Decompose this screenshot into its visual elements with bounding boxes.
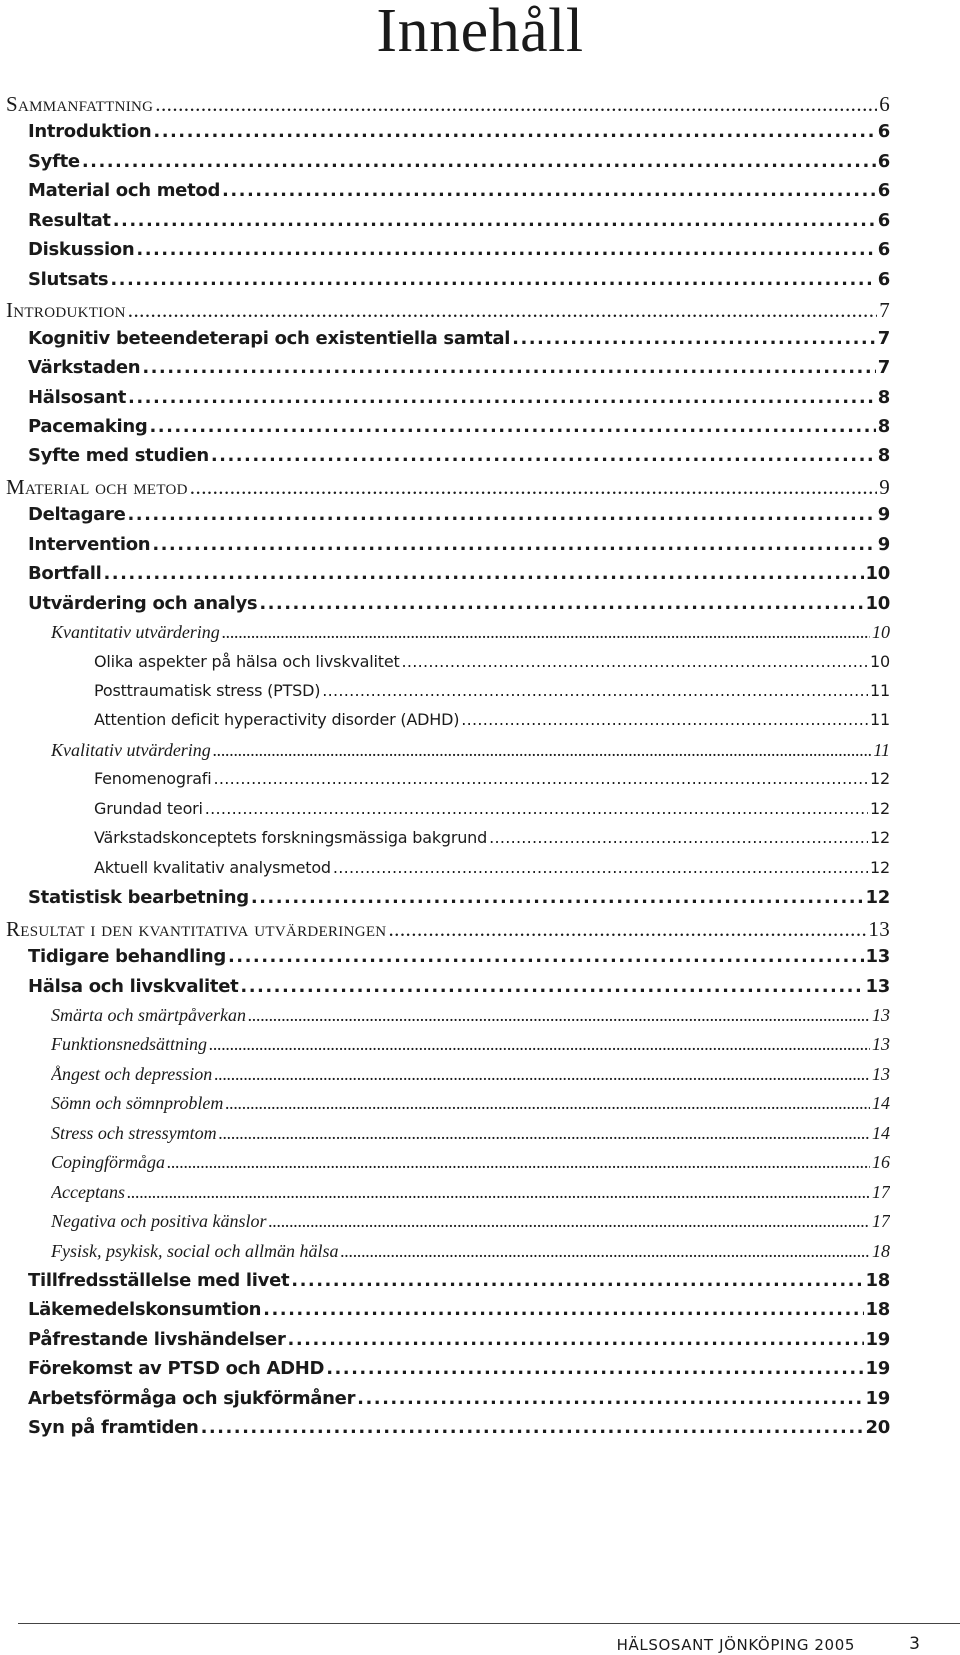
toc-entry-title: Intervention: [28, 533, 151, 555]
toc-entry[interactable]: [94, 858, 890, 877]
toc-entry-page: 10: [865, 592, 890, 614]
toc-entry-page: 9: [879, 474, 890, 499]
toc-entry[interactable]: [51, 1034, 890, 1055]
toc-entry-page: 6: [877, 209, 890, 231]
toc-entry-page: 16: [872, 1152, 890, 1173]
toc-entry[interactable]: [6, 917, 890, 942]
toc-entry[interactable]: [28, 180, 890, 201]
toc-entry-title: Fenomenografi: [94, 769, 212, 789]
toc-entry-page: 10: [872, 622, 890, 643]
toc-entry[interactable]: [51, 622, 890, 643]
toc-entry[interactable]: [28, 151, 890, 172]
toc-leader-dots: [263, 1299, 863, 1320]
toc-entry-page: 6: [879, 92, 890, 116]
toc-entry[interactable]: [28, 976, 890, 997]
toc-entry-title: Bortfall: [28, 563, 102, 585]
toc-leader-dots: [512, 328, 876, 349]
toc-entry-title: Arbetsförmåga och sjukförmåner: [28, 1387, 356, 1409]
toc-leader-dots: [240, 976, 863, 997]
toc-leader-dots: [288, 1329, 864, 1350]
toc-entry-page: 13: [865, 946, 890, 968]
toc-entry[interactable]: [28, 1299, 890, 1320]
toc-entry[interactable]: [94, 799, 890, 818]
toc-leader-dots: [213, 769, 868, 788]
toc-entry-page: 11: [873, 739, 890, 760]
toc-leader-dots: [214, 1064, 870, 1085]
toc-entry[interactable]: [94, 681, 890, 700]
toc-entry-page: 10: [865, 563, 890, 585]
toc-entry[interactable]: [51, 1093, 890, 1114]
toc-entry-page: 6: [877, 268, 890, 290]
toc-entry[interactable]: [6, 298, 890, 323]
toc-entry-title: Fysisk, psykisk, social och allmän hälsa: [51, 1240, 339, 1261]
toc-entry-title: Hälsa och livskvalitet: [28, 975, 239, 997]
toc-entry-page: 6: [877, 121, 890, 143]
toc-entry-page: 13: [872, 1063, 890, 1084]
toc-entry-page: 12: [870, 857, 890, 877]
toc-entry[interactable]: [51, 1064, 890, 1085]
toc-entry[interactable]: [51, 1211, 890, 1232]
toc-entry-title: Olika aspekter på hälsa och livskvalitet: [94, 651, 400, 671]
toc-entry-page: 6: [877, 180, 890, 202]
toc-leader-dots: [213, 740, 872, 761]
toc-entry-page: 7: [877, 357, 890, 379]
toc-leader-dots: [388, 917, 866, 942]
toc-entry[interactable]: [51, 1005, 890, 1026]
toc-entry-title: Attention deficit hyperactivity disorder (ADHD): [94, 710, 460, 730]
toc-leader-dots: [104, 563, 864, 584]
toc-leader-dots: [489, 828, 868, 847]
toc-entry-title: Förekomst av PTSD och ADHD: [28, 1358, 325, 1380]
toc-entry-title: Ångest och depression: [51, 1063, 213, 1084]
toc-entry-title: Material och metod: [6, 474, 188, 499]
toc-entry[interactable]: [28, 593, 890, 614]
toc-leader-dots: [248, 1005, 870, 1026]
toc-entry-title: Acceptans: [51, 1181, 125, 1202]
toc-entry[interactable]: [28, 416, 890, 437]
toc-leader-dots: [190, 475, 877, 500]
toc-leader-dots: [291, 1270, 863, 1291]
toc-leader-dots: [211, 445, 876, 466]
toc-entry[interactable]: [51, 1152, 890, 1173]
toc-entry-title: Introduktion: [28, 121, 152, 143]
toc-entry-title: Pacemaking: [28, 415, 148, 437]
toc-leader-dots: [333, 858, 868, 877]
toc-entry-title: Posttraumatisk stress (PTSD): [94, 681, 321, 700]
toc-entry[interactable]: [28, 534, 890, 555]
toc-entry-page: 9: [877, 533, 890, 555]
toc-leader-dots: [82, 151, 876, 172]
toc-entry[interactable]: [28, 210, 890, 231]
toc-entry-title: Kognitiv beteendeterapi och existentiella samtal: [28, 327, 511, 349]
toc-entry-title: Slutsats: [28, 268, 109, 290]
toc-entry[interactable]: [6, 92, 890, 117]
toc-leader-dots: [225, 1093, 870, 1114]
toc-leader-dots: [222, 180, 876, 201]
toc-entry[interactable]: [51, 1241, 890, 1262]
toc-leader-dots: [128, 387, 876, 408]
toc-entry-title: Funktionsnedsättning: [51, 1034, 207, 1055]
toc-leader-dots: [251, 887, 864, 908]
toc-leader-dots: [340, 1241, 870, 1262]
toc-entry-title: Smärta och smärtpåverkan: [51, 1004, 246, 1025]
toc-entry[interactable]: [51, 1123, 890, 1144]
toc-entry-title: Sömn och sömnproblem: [51, 1093, 224, 1114]
toc-entry-page: 12: [870, 798, 890, 818]
toc-leader-dots: [152, 534, 875, 555]
toc-entry-title: Kvalitativ utvärdering: [51, 739, 211, 760]
toc-entry[interactable]: [28, 563, 890, 584]
toc-entry[interactable]: [28, 445, 890, 466]
toc-entry-page: 13: [872, 1034, 890, 1055]
toc-entry-page: 14: [872, 1093, 890, 1114]
toc-leader-dots: [128, 298, 877, 323]
toc-entry-title: Introduktion: [6, 298, 126, 323]
toc-entry-title: Stress och stressymtom: [51, 1122, 217, 1143]
toc-entry[interactable]: [94, 710, 890, 729]
toc-leader-dots: [461, 710, 868, 729]
toc-leader-dots: [326, 1358, 863, 1379]
toc-entry[interactable]: [28, 121, 890, 142]
toc-entry-page: 12: [870, 828, 890, 848]
toc-entry[interactable]: [28, 1358, 890, 1379]
toc-entry[interactable]: [28, 1388, 890, 1409]
toc-entry-title: Aktuell kvalitativ analysmetod: [94, 857, 331, 877]
toc-entry-page: 11: [870, 681, 890, 700]
footer-publication: HÄLSOSANT JÖNKÖPING 2005: [616, 1636, 855, 1654]
toc-entry-page: 10: [870, 651, 890, 671]
toc-leader-dots: [167, 1152, 870, 1173]
toc-leader-dots: [127, 1182, 870, 1203]
toc-entry[interactable]: [28, 328, 890, 349]
toc-entry-title: Deltagare: [28, 504, 126, 526]
toc-entry-page: 7: [879, 298, 890, 323]
footer-page-number: 3: [909, 1634, 920, 1654]
toc-entry-page: 8: [877, 445, 890, 467]
toc-entry-title: Grundad teori: [94, 798, 203, 818]
toc-entry-title: Syn på framtiden: [28, 1417, 199, 1439]
toc-entry-page: 13: [868, 916, 890, 941]
toc-leader-dots: [149, 416, 875, 437]
toc-entry[interactable]: [28, 887, 890, 908]
toc-entry-title: Kvantitativ utvärdering: [51, 622, 220, 643]
toc-entry[interactable]: [51, 1182, 890, 1203]
toc-leader-dots: [201, 1417, 864, 1438]
toc-entry[interactable]: [51, 740, 890, 761]
toc-entry-title: Utvärdering och analys: [28, 592, 258, 614]
toc-entry[interactable]: [28, 946, 890, 967]
toc-entry-page: 9: [877, 504, 890, 526]
toc-entry[interactable]: [28, 357, 890, 378]
toc-entry[interactable]: [28, 387, 890, 408]
footer-divider: [18, 1623, 960, 1624]
toc-leader-dots: [322, 681, 868, 700]
toc-entry-page: 19: [865, 1387, 890, 1409]
toc-leader-dots: [205, 799, 868, 818]
toc-entry-page: 8: [877, 415, 890, 437]
toc-entry-title: Läkemedelskonsumtion: [28, 1299, 262, 1321]
toc-entry-title: Värkstaden: [28, 357, 141, 379]
toc-entry-title: Hälsosant: [28, 386, 127, 408]
toc-leader-dots: [155, 92, 877, 117]
toc-entry-page: 18: [865, 1299, 890, 1321]
toc-entry-title: Tillfredsställelse med livet: [28, 1270, 290, 1291]
page-title: Innehåll: [376, 0, 584, 65]
toc-entry[interactable]: [28, 269, 890, 290]
toc-leader-dots: [259, 593, 863, 614]
toc-leader-dots: [402, 652, 868, 671]
toc-entry[interactable]: [28, 1270, 890, 1291]
toc-entry-title: Värkstadskonceptets forskningsmässiga bakgrund: [94, 828, 488, 848]
toc-entry-title: Tidigare behandling: [28, 946, 226, 968]
toc-entry[interactable]: [28, 1329, 890, 1350]
toc-entry-title: Syfte med studien: [28, 445, 209, 467]
toc-entry[interactable]: [28, 239, 890, 260]
toc-entry-page: 12: [865, 887, 890, 909]
toc-entry-page: 6: [877, 150, 890, 172]
toc-entry[interactable]: [94, 769, 890, 788]
toc-entry-page: 18: [872, 1240, 890, 1261]
toc-entry[interactable]: [28, 1417, 890, 1438]
toc-leader-dots: [153, 121, 875, 142]
toc-entry[interactable]: [6, 475, 890, 500]
toc-entry-title: Påfrestande livshändelser: [28, 1328, 286, 1350]
toc-leader-dots: [268, 1211, 870, 1232]
toc-leader-dots: [110, 269, 875, 290]
toc-entry-page: 13: [865, 975, 890, 997]
toc-leader-dots: [113, 210, 876, 231]
toc-entry-title: Material och metod: [28, 180, 221, 202]
toc-leader-dots: [357, 1388, 863, 1409]
toc-entry-title: Resultat i den kvantitativa utvärderingen: [6, 916, 387, 941]
toc-entry[interactable]: [94, 828, 890, 847]
toc-entry-title: Statistisk bearbetning: [28, 887, 249, 909]
toc-entry[interactable]: [28, 504, 890, 525]
toc-leader-dots: [219, 1123, 870, 1144]
toc-entry-title: Copingförmåga: [51, 1152, 166, 1173]
toc-entry-page: 11: [870, 710, 890, 730]
toc-entry-page: 19: [865, 1358, 890, 1380]
toc-entry-page: 7: [877, 327, 890, 349]
toc-entry-page: 17: [872, 1211, 890, 1232]
toc-leader-dots: [209, 1034, 870, 1055]
toc-entry-page: 6: [877, 239, 890, 261]
toc-entry-page: 8: [877, 386, 890, 408]
toc-entry-page: 17: [872, 1181, 890, 1202]
toc-leader-dots: [136, 239, 875, 260]
toc-leader-dots: [222, 622, 870, 643]
toc-entry-title: Diskussion: [28, 239, 135, 261]
toc-entry-page: 14: [872, 1122, 890, 1143]
toc-entry-page: 20: [865, 1417, 890, 1439]
toc-entry-page: 19: [865, 1328, 890, 1350]
toc-entry-title: Sammanfattning: [6, 92, 154, 116]
toc-entry-title: Syfte: [28, 150, 80, 172]
toc-entry[interactable]: [94, 652, 890, 671]
toc-entry-title: Negativa och positiva känslor: [51, 1211, 267, 1232]
toc-leader-dots: [228, 946, 864, 967]
toc-entry-page: 12: [870, 769, 890, 789]
toc-entry-page: 18: [865, 1270, 890, 1291]
toc-entry-page: 13: [872, 1004, 890, 1025]
toc-leader-dots: [128, 504, 876, 525]
toc-entry-title: Resultat: [28, 209, 111, 231]
toc-leader-dots: [142, 357, 875, 378]
